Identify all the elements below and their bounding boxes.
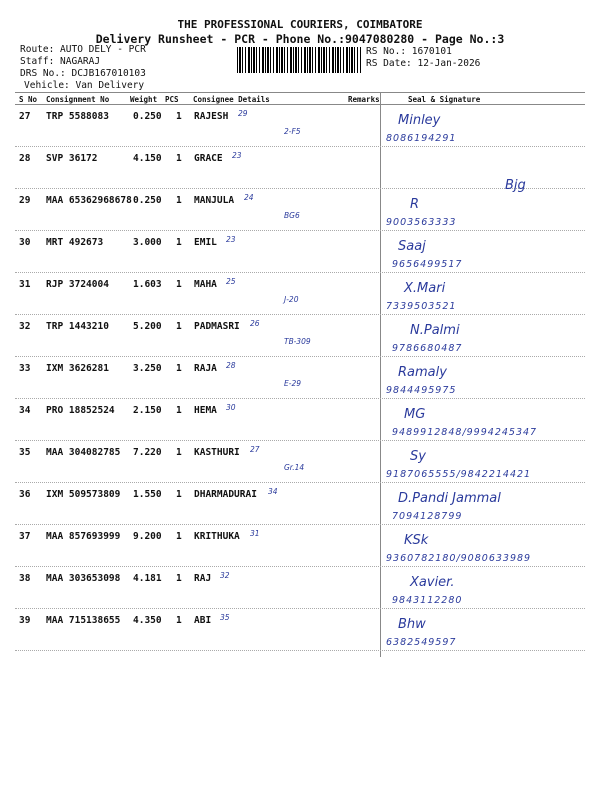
row-pcs: 1 [176, 153, 182, 164]
row-separator [15, 566, 585, 567]
row-handwritten-note: 32 [220, 571, 230, 580]
row-separator [15, 398, 585, 399]
row-handwritten-note: 35 [220, 613, 230, 622]
row-pcs: 1 [176, 573, 182, 584]
row-sno: 38 [19, 573, 31, 584]
row-signature: KSk [404, 533, 429, 548]
row-signature-phone: 9844495975 [386, 385, 457, 396]
row-consignee-name: RAJESH [194, 111, 229, 122]
row-weight: 4.350 [133, 615, 162, 626]
company-title: THE PROFESSIONAL COURIERS, COIMBATORE [177, 18, 423, 31]
row-sno: 27 [19, 111, 31, 122]
row-handwritten-note: 30 [226, 403, 236, 412]
row-weight: 5.200 [133, 321, 162, 332]
row-sno: 35 [19, 447, 31, 458]
row-consignment-no: MRT 492673 [46, 237, 104, 248]
row-handwritten-note: 27 [250, 445, 260, 454]
row-flat-note: TB-309 [284, 337, 311, 346]
row-separator [15, 272, 585, 273]
row-consignment-no: MAA 304082785 [46, 447, 121, 458]
row-consignee-name: KASTHURI [194, 447, 240, 458]
row-sno: 34 [19, 405, 31, 416]
row-signature: R [410, 197, 420, 212]
col-consignee: Consignee Details [193, 95, 270, 104]
barcode [237, 47, 361, 73]
row-weight: 4.150 [133, 153, 162, 164]
col-consignment: Consignment No [46, 95, 110, 104]
row-pcs: 1 [176, 531, 182, 542]
row-flat-note: BG6 [284, 211, 300, 220]
col-sno: S No [19, 95, 38, 104]
row-pcs: 1 [176, 363, 182, 374]
row-signature-phone: 9360782180/9080633989 [386, 553, 532, 564]
row-pcs: 1 [176, 615, 182, 626]
row-weight: 7.220 [133, 447, 162, 458]
row-sno: 31 [19, 279, 31, 290]
row-weight: 1.603 [133, 279, 162, 290]
row-signature: Bhw [398, 617, 426, 632]
row-signature-phone: 7339503521 [386, 301, 457, 312]
row-handwritten-note: 28 [226, 361, 236, 370]
rs-date: RS Date: 12-Jan-2026 [366, 58, 481, 69]
row28-signature: Bjg [505, 178, 526, 193]
row-pcs: 1 [176, 195, 182, 206]
row-pcs: 1 [176, 237, 182, 248]
row-signature-phone: 9786680487 [392, 343, 463, 354]
row-consignee-name: KRITHUKA [194, 531, 240, 542]
col-weight: Weight [130, 95, 158, 104]
row-signature-phone: 9656499517 [392, 259, 463, 270]
row-sno: 33 [19, 363, 31, 374]
row-sno: 30 [19, 237, 31, 248]
row-consignee-name: HEMA [194, 405, 217, 416]
signature-column-divider [380, 92, 381, 657]
row-flat-note: J-20 [284, 295, 299, 304]
row-sno: 29 [19, 195, 31, 206]
drs-label: DRS No.: DCJB167010103 [20, 68, 146, 79]
row-pcs: 1 [176, 321, 182, 332]
vehicle-label: Vehicle: Van Delivery [24, 80, 145, 91]
row-signature: N.Palmi [410, 323, 460, 338]
row-signature: MG [404, 407, 426, 422]
row-signature-phone: 9003563333 [386, 217, 457, 228]
row-sno: 28 [19, 153, 31, 164]
row-consignee-name: MANJULA [194, 195, 235, 206]
row-weight: 9.200 [133, 531, 162, 542]
row-signature: Saaj [398, 239, 426, 254]
row-signature-phone: 6382549597 [386, 637, 457, 648]
row-consignment-no: MAA 715138655 [46, 615, 121, 626]
row-separator [15, 440, 585, 441]
row-pcs: 1 [176, 447, 182, 458]
row-consignee-name: ABI [194, 615, 212, 626]
row-pcs: 1 [176, 405, 182, 416]
row-consignment-no: IXM 509573809 [46, 489, 121, 500]
row-signature-phone: 9489912848/9994245347 [392, 427, 538, 438]
row-weight: 3.000 [133, 237, 162, 248]
row-consignee-name: RAJA [194, 363, 217, 374]
row-flat-note: E-29 [284, 379, 301, 388]
row-separator [15, 314, 585, 315]
row-consignee-name: DHARMADURAI [194, 489, 257, 500]
row-sno: 32 [19, 321, 31, 332]
row-weight: 1.550 [133, 489, 162, 500]
row-weight: 4.181 [133, 573, 162, 584]
row-consignment-no: SVP 36172 [46, 153, 98, 164]
row-handwritten-note: 23 [232, 151, 242, 160]
row-sno: 39 [19, 615, 31, 626]
row-pcs: 1 [176, 279, 182, 290]
row-signature: X.Mari [404, 281, 446, 296]
row-signature: Sy [410, 449, 426, 464]
col-seal: Seal & Signature [408, 95, 481, 104]
runsheet-subtitle: Delivery Runsheet - PCR - Phone No.:9047080280 - Page No.:3 [95, 32, 505, 46]
row-signature: D.Pandi Jammal [398, 491, 501, 506]
row-handwritten-note: 31 [250, 529, 260, 538]
row-handwritten-note: 26 [250, 319, 260, 328]
row-signature-phone: 7094128799 [392, 511, 463, 522]
route-label: Route: AUTO DELY - PCR [20, 44, 146, 55]
row-weight: 3.250 [133, 363, 162, 374]
row-weight: 0.250 [133, 195, 162, 206]
row-separator [15, 146, 585, 147]
row-separator [15, 482, 585, 483]
row-separator [15, 650, 585, 651]
row-separator [15, 524, 585, 525]
row-handwritten-note: 29 [238, 109, 248, 118]
row-pcs: 1 [176, 489, 182, 500]
row-sno: 37 [19, 531, 31, 542]
row-handwritten-note: 24 [244, 193, 254, 202]
row-consignment-no: RJP 3724004 [46, 279, 109, 290]
row-weight: 2.150 [133, 405, 162, 416]
row-flat-note: Gr.14 [284, 463, 305, 472]
col-pcs: PCS [165, 95, 179, 104]
row-separator [15, 608, 585, 609]
row-consignment-no: IXM 3626281 [46, 363, 109, 374]
row-consignee-name: RAJ [194, 573, 212, 584]
row-signature: Ramaly [398, 365, 447, 380]
row-consignee-name: GRACE [194, 153, 223, 164]
row-consignment-no: MAA 303653098 [46, 573, 121, 584]
row-weight: 0.250 [133, 111, 162, 122]
row-consignment-no: TRP 1443210 [46, 321, 109, 332]
row-consignment-no: PRO 18852524 [46, 405, 115, 416]
row-handwritten-note: 25 [226, 277, 236, 286]
row-flat-note: 2-F5 [284, 127, 301, 136]
row-separator [15, 230, 585, 231]
row-separator [15, 188, 585, 189]
table-top-border [15, 92, 585, 93]
row-consignee-name: PADMASRI [194, 321, 240, 332]
row-consignment-no: TRP 5588083 [46, 111, 109, 122]
row-consignee-name: MAHA [194, 279, 217, 290]
staff-label: Staff: NAGARAJ [20, 56, 101, 67]
row-sno: 36 [19, 489, 31, 500]
rs-number: RS No.: 1670101 [366, 46, 452, 57]
row-signature-phone: 8086194291 [386, 133, 457, 144]
row-separator [15, 356, 585, 357]
row-handwritten-note: 23 [226, 235, 236, 244]
row-consignment-no: MAA 65362968678 [46, 195, 132, 206]
row-signature-phone: 9187065555/9842214421 [386, 469, 532, 480]
row-signature: Xavier. [410, 575, 455, 590]
row-consignment-no: MAA 857693999 [46, 531, 121, 542]
table-header-border [15, 104, 585, 105]
col-remarks: Remarks [348, 95, 380, 104]
row-signature-phone: 9843112280 [392, 595, 463, 606]
row-handwritten-note: 34 [268, 487, 278, 496]
row-pcs: 1 [176, 111, 182, 122]
row-signature: Minley [398, 113, 441, 128]
row-consignee-name: EMIL [194, 237, 217, 248]
